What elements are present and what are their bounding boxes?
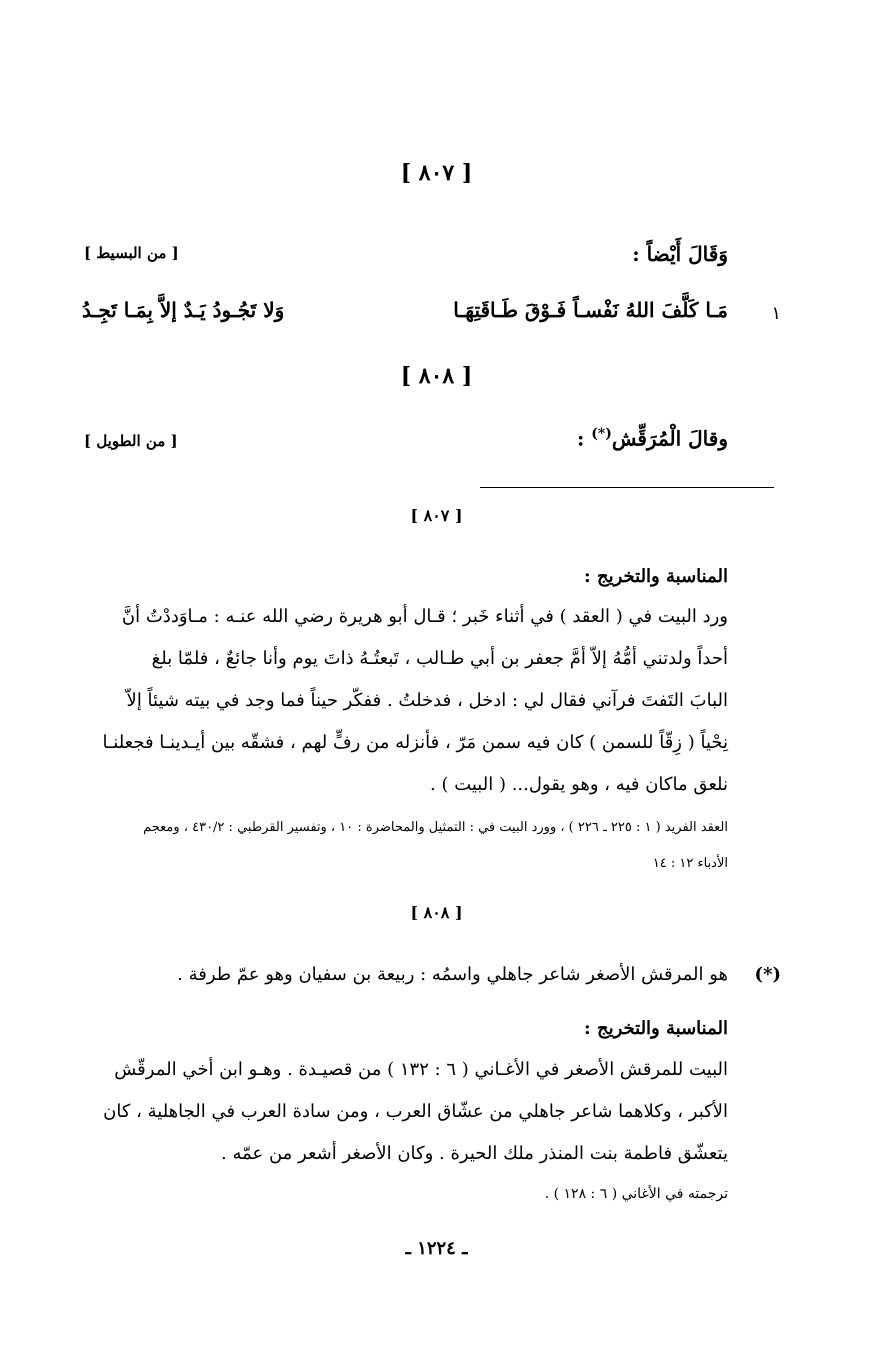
verse-number: ١	[771, 303, 781, 324]
footnote-marker: (*)	[591, 426, 612, 442]
paragraph-line: نلعق ماكان فيه ، وهو يقول... ( البيت ) .	[430, 774, 728, 795]
paragraph-line: البابَ التَفتَ فرآني فقال لي : ادخل ، فدخلتُ . ففكّر حيناً فما وجد في بيته شيئاً إلاّ	[126, 690, 728, 711]
poet-name: وقالَ الْمُرَقِّش	[611, 426, 728, 451]
paragraph-line: ورد البيت في ( العقد ) في أثناء خَبر ؛ قـال أبو هريرة رضي الله عنـه : مـاوَددْتُ أنَّ	[121, 606, 728, 627]
footnote-marker-label: (*)	[754, 964, 781, 985]
footnote-separator	[480, 487, 774, 488]
paragraph-line: البيت للمرقش الأصغر في الأغـاني ( ٦ : ١٣٢ ) من قصيـدة . وهـو ابن أخي المرقّش	[114, 1059, 728, 1080]
notes-808-section-title: المناسبة والتخريج :	[584, 1018, 728, 1039]
poem-807-heading: [ ٨٠٧ ]	[400, 160, 473, 186]
notes-807-paragraph	[80, 596, 728, 806]
verse-hemistich-first: مَـا كَلَّفَ اللهُ نَفْسـاً فَـوْقَ طَـاقَتِهَـا	[453, 298, 728, 322]
footnote-text: هو المرقش الأصغر شاعر جاهلي واسمُه : ربيعة بن سفيان وهو عمّ طرفة .	[177, 964, 728, 985]
intro-colon: :	[576, 426, 592, 451]
poem-807-meter: [ من البسيط ]	[84, 244, 179, 262]
notes-807-section-title: المناسبة والتخريج :	[584, 566, 728, 587]
notes-808-heading: [ ٨٠٨ ]	[410, 903, 463, 922]
reference-line: العقد الفريد ( ١ : ٢٢٥ ـ ٢٢٦ ) ، وورد البيت في : التمثيل والمحاضرة : ١٠ ، وتفسير القرطبي : ٤٣٠/٢ ، ومعجم	[143, 820, 728, 835]
reference-line: الأدباء ١٢ : ١٤	[652, 856, 728, 871]
paragraph-line: يتعشّق فاطمة بنت المنذر ملك الحيرة . وكان الأصغر أشعر من عمّه .	[221, 1143, 728, 1164]
paragraph-line: أحداً ولدتني أمُّهُ إلاّ أمَّ جعفر بن أبي طـالب ، تَبعتُـهُ ذاتَ يوم وأنا جائعٌ ، فلمّا بلغ	[151, 648, 728, 669]
poem-807-intro: وَقَالَ أَيْضاً :	[632, 242, 728, 266]
notes-807-heading: [ ٨٠٧ ]	[410, 506, 463, 525]
poem-808-heading: [ ٨٠٨ ]	[400, 363, 473, 389]
verse-hemistich-second: وَلا تَجُـودُ يَـدٌ إلاَّ بِمَـا تَجِـدُ	[82, 298, 285, 322]
notes-807-references	[80, 810, 728, 882]
paragraph-line: الأكبر ، وكلاهما شاعر جاهلي من عشّاق العرب ، ومن سادة العرب في الجاهلية ، كان	[103, 1101, 728, 1122]
poem-808-intro	[577, 426, 728, 451]
poem-808-meter: [ من الطويل ]	[84, 432, 178, 450]
page-number: ـ ١٢٢٤ ـ	[405, 1238, 468, 1259]
notes-808-paragraph	[80, 1049, 728, 1175]
notes-808-reference: ترجمته في الأغاني ( ٦ : ١٢٨ ) .	[544, 1186, 728, 1202]
paragraph-line: نِحْياً ( زِقّاً للسمن ) كان فيه سمن مَرّ ، فأنزله من رفٍّ لهم ، فشقّه بين أيـدينـا فجعلنـا	[102, 732, 728, 753]
